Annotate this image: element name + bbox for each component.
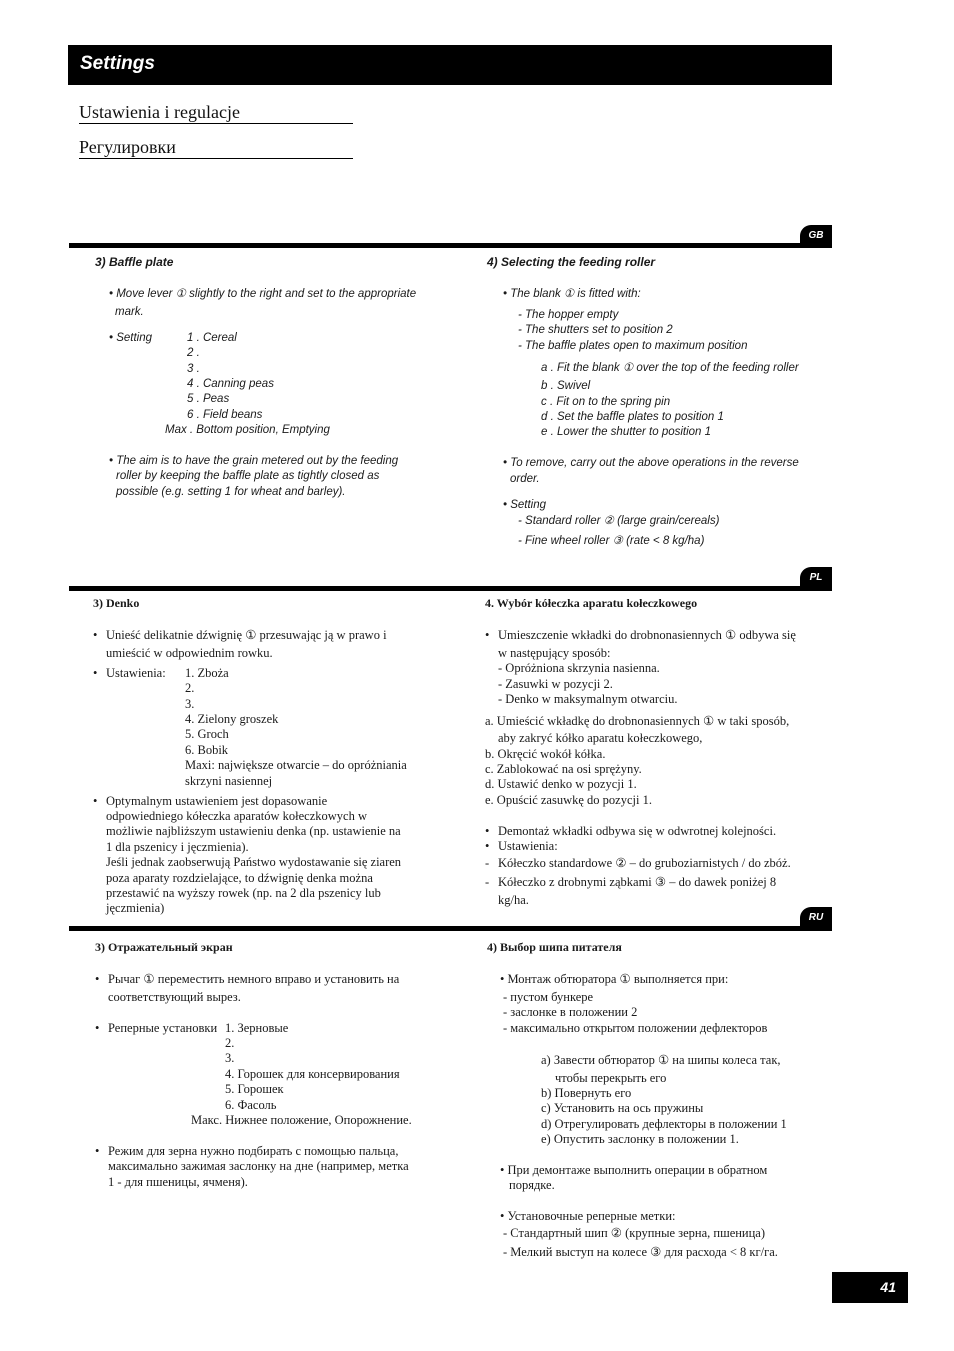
text-line: - The baffle plates open to maximum position bbox=[518, 340, 748, 352]
text-line: 2. bbox=[185, 681, 195, 695]
text-line: 3. bbox=[225, 1051, 235, 1065]
bullet: • bbox=[95, 1021, 100, 1035]
dash: - bbox=[485, 875, 490, 889]
text-line: 5. Groch bbox=[185, 727, 229, 741]
text-line: c. Zablokować na osi sprężyny. bbox=[485, 762, 642, 776]
text-line: - Fine wheel roller ③ (rate < 8 kg/ha) bbox=[518, 535, 705, 547]
text-line: 3. bbox=[185, 697, 195, 711]
text-line: c . Fit on to the spring pin bbox=[541, 396, 671, 408]
subtitle-pl: Ustawienia i regulacje bbox=[79, 102, 353, 124]
text-line: • Установочные реперные метки: bbox=[500, 1209, 676, 1223]
text-line: 1 - для пшеницы, ячменя). bbox=[108, 1175, 248, 1189]
text-line: poza aparaty rozdzielające, to dźwignię denka można bbox=[106, 871, 373, 885]
text-line: соответствующий вырез. bbox=[108, 990, 241, 1004]
text-line: Unieść delikatnie dźwignię ① przesuwając ją w prawo i bbox=[106, 628, 387, 642]
text-line: - пустом бункере bbox=[503, 990, 594, 1004]
text-line: • Move lever ① slightly to the right and set to the appropriate bbox=[109, 288, 417, 300]
text-line: - The shutters set to position 2 bbox=[518, 324, 673, 336]
bullet: • bbox=[485, 839, 490, 853]
text-line: 6. Bobik bbox=[185, 743, 229, 757]
text-line: Рычаг ① переместить немного вправо и установить на bbox=[108, 972, 400, 986]
bullet: • bbox=[93, 628, 98, 642]
text-line: - заслонке в положении 2 bbox=[503, 1005, 638, 1019]
gb-left-heading: 3) Baffle plate bbox=[95, 255, 174, 269]
gb-right-heading: 4) Selecting the feeding roller bbox=[487, 255, 656, 269]
text-line: • Монтаж обтюратора ① выполняется при: bbox=[500, 972, 729, 986]
text-line: Jeśli jednak zaobserwują Państwo wydostawanie się ziaren bbox=[106, 855, 402, 869]
text-line: - Zasuwki w pozycji 2. bbox=[498, 677, 613, 691]
text-line: • To remove, carry out the above operations in the reverse bbox=[503, 457, 799, 469]
text-line: - Opróżniona skrzynia nasienna. bbox=[498, 661, 660, 675]
text-line: roller by keeping the baffle plate as tightly closed as bbox=[116, 470, 380, 482]
text-line: • Setting bbox=[503, 499, 547, 511]
language-badge-ru: RU bbox=[800, 907, 832, 929]
section-divider bbox=[69, 926, 832, 931]
text-line: • The aim is to have the grain metered out by the feeding bbox=[109, 455, 399, 467]
text-line: a . Fit the blank ① over the top of the feeding roller bbox=[541, 362, 799, 374]
text-line: Реперные установки bbox=[108, 1021, 218, 1035]
text-line: - The hopper empty bbox=[518, 309, 619, 321]
text-line: Ustawienia: bbox=[106, 666, 166, 680]
text-line: d) Отрегулировать дефлекторы в положении 1 bbox=[541, 1117, 787, 1131]
subtitle-ru: Регулировки bbox=[79, 137, 353, 159]
text-line: Max . Bottom position, Emptying bbox=[165, 424, 330, 436]
text-line: - Denko w maksymalnym otwarciu. bbox=[498, 692, 678, 706]
pl-right-heading: 4. Wybór kółeczka aparatu kołeczkowego bbox=[485, 596, 698, 610]
text-line: максимально зажимая заслонку на дне (например, метка bbox=[108, 1159, 409, 1173]
text-line: d . Set the baffle plates to position 1 bbox=[541, 411, 724, 423]
bullet: • bbox=[95, 1144, 100, 1158]
text-line: - Стандартный шип ② (крупные зерна, пшеница) bbox=[503, 1226, 766, 1240]
section-divider bbox=[69, 586, 832, 591]
text-line: Макс. Нижнее положение, Опорожнение. bbox=[191, 1113, 412, 1127]
text-line: e. Opuścić zasuwkę do pozycji 1. bbox=[485, 793, 652, 807]
text-line: przestawić na wyższy rowek (np. na 2 dla pszenicy lub bbox=[106, 886, 381, 900]
section-title: Settings bbox=[80, 53, 155, 74]
text-line: • The blank ① is fitted with: bbox=[503, 288, 641, 300]
text-line: Umieszczenie wkładki do drobnonasiennych ① odbywa się bbox=[498, 628, 796, 642]
text-line: c) Установить на ось пружины bbox=[541, 1101, 704, 1115]
bullet: • bbox=[93, 666, 98, 680]
text-line: b . Swivel bbox=[541, 380, 591, 392]
text-line: Maxi: największe otwarcie – do opróżniania bbox=[185, 758, 407, 772]
text-line: чтобы перекрыть его bbox=[555, 1071, 667, 1085]
text-line: порядке. bbox=[509, 1178, 555, 1192]
text-line: Ustawienia: bbox=[498, 839, 558, 853]
text-line: e . Lower the shutter to position 1 bbox=[541, 426, 712, 438]
text-line: - Мелкий выступ на колесе ③ для расхода < 8 кг/га. bbox=[503, 1245, 778, 1259]
text-line: • При демонтаже выполнить операции в обратном bbox=[500, 1163, 768, 1177]
text-line: 4 . Canning peas bbox=[187, 378, 274, 390]
text-line: 6 . Field beans bbox=[187, 409, 263, 421]
text-line: order. bbox=[510, 473, 540, 485]
text-line: 2 . bbox=[187, 347, 200, 359]
text-line: 6. Фасоль bbox=[225, 1098, 277, 1112]
header-bar bbox=[68, 45, 832, 85]
text-line: Demontaż wkładki odbywa się w odwrotnej kolejności. bbox=[498, 824, 777, 838]
bullet: • bbox=[485, 824, 490, 838]
text-line: a) Завести обтюратор ① на шипы колеса так, bbox=[541, 1053, 781, 1067]
section-divider bbox=[69, 243, 832, 248]
text-line: Режим для зерна нужно подбирать с помощью пальца, bbox=[108, 1144, 399, 1158]
language-badge-pl: PL bbox=[800, 567, 832, 589]
text-line: b. Okręcić wokół kółka. bbox=[485, 747, 606, 761]
text-line: possible (e.g. setting 1 for wheat and barley). bbox=[116, 486, 346, 498]
text-line: mark. bbox=[115, 306, 144, 318]
text-line: - максимально открытом положении дефлекторов bbox=[503, 1021, 768, 1035]
text-line: e) Опустить заслонку в положении 1. bbox=[541, 1132, 739, 1146]
text-line: możliwie najbliższym ustawieniu denka (np. ustawienie na bbox=[106, 824, 401, 838]
text-line: 5. Горошек bbox=[225, 1082, 284, 1096]
text-line: 4. Горошек для консервирования bbox=[225, 1067, 400, 1081]
page-number: 41 bbox=[832, 1272, 908, 1303]
text-line: 1. Зерновые bbox=[225, 1021, 289, 1035]
text-line: jęczmienia) bbox=[106, 901, 165, 915]
text-line: 2. bbox=[225, 1036, 235, 1050]
dash: - bbox=[485, 856, 490, 870]
text-line: b) Повернуть его bbox=[541, 1086, 632, 1100]
text-line: • Setting bbox=[109, 332, 153, 344]
text-line: odpowiedniego kółeczka aparatów kołeczkowych w bbox=[106, 809, 368, 823]
text-line: Kółeczko z drobnymi ząbkami ③ – do dawek poniżej 8 bbox=[498, 875, 777, 889]
text-line: 3 . bbox=[187, 363, 200, 375]
text-line: aby zakryć kółko aparatu kołeczkowego, bbox=[498, 731, 703, 745]
pl-left-heading: 3) Denko bbox=[93, 596, 140, 610]
language-badge-gb: GB bbox=[800, 225, 832, 247]
bullet: • bbox=[95, 972, 100, 986]
text-line: 1 dla pszenicy i jęczmienia). bbox=[106, 840, 249, 854]
text-line: a. Umieścić wkładkę do drobnonasiennych ① w taki sposób, bbox=[485, 714, 790, 728]
text-line: w następujący sposób: bbox=[498, 646, 611, 660]
bullet: • bbox=[93, 794, 98, 808]
text-line: - Standard roller ② (large grain/cereals) bbox=[518, 515, 720, 527]
text-line: d. Ustawić denko w pozycji 1. bbox=[485, 777, 637, 791]
ru-left-heading: 3) Отражательный экран bbox=[95, 940, 233, 954]
text-line: skrzyni nasiennej bbox=[185, 774, 273, 788]
text-line: Kółeczko standardowe ② – do gruboziarnistych / do zbóż. bbox=[498, 856, 791, 870]
text-line: 5 . Peas bbox=[187, 393, 230, 405]
ru-right-heading: 4) Выбор шипа питателя bbox=[487, 940, 622, 954]
text-line: 4. Zielony groszek bbox=[185, 712, 279, 726]
text-line: 1 . Cereal bbox=[187, 332, 237, 344]
text-line: Optymalnym ustawieniem jest dopasowanie bbox=[106, 794, 328, 808]
text-line: kg/ha. bbox=[498, 893, 529, 907]
text-line: 1. Zboża bbox=[185, 666, 229, 680]
bullet: • bbox=[485, 628, 490, 642]
text-line: umieścić w odpowiednim rowku. bbox=[106, 646, 273, 660]
